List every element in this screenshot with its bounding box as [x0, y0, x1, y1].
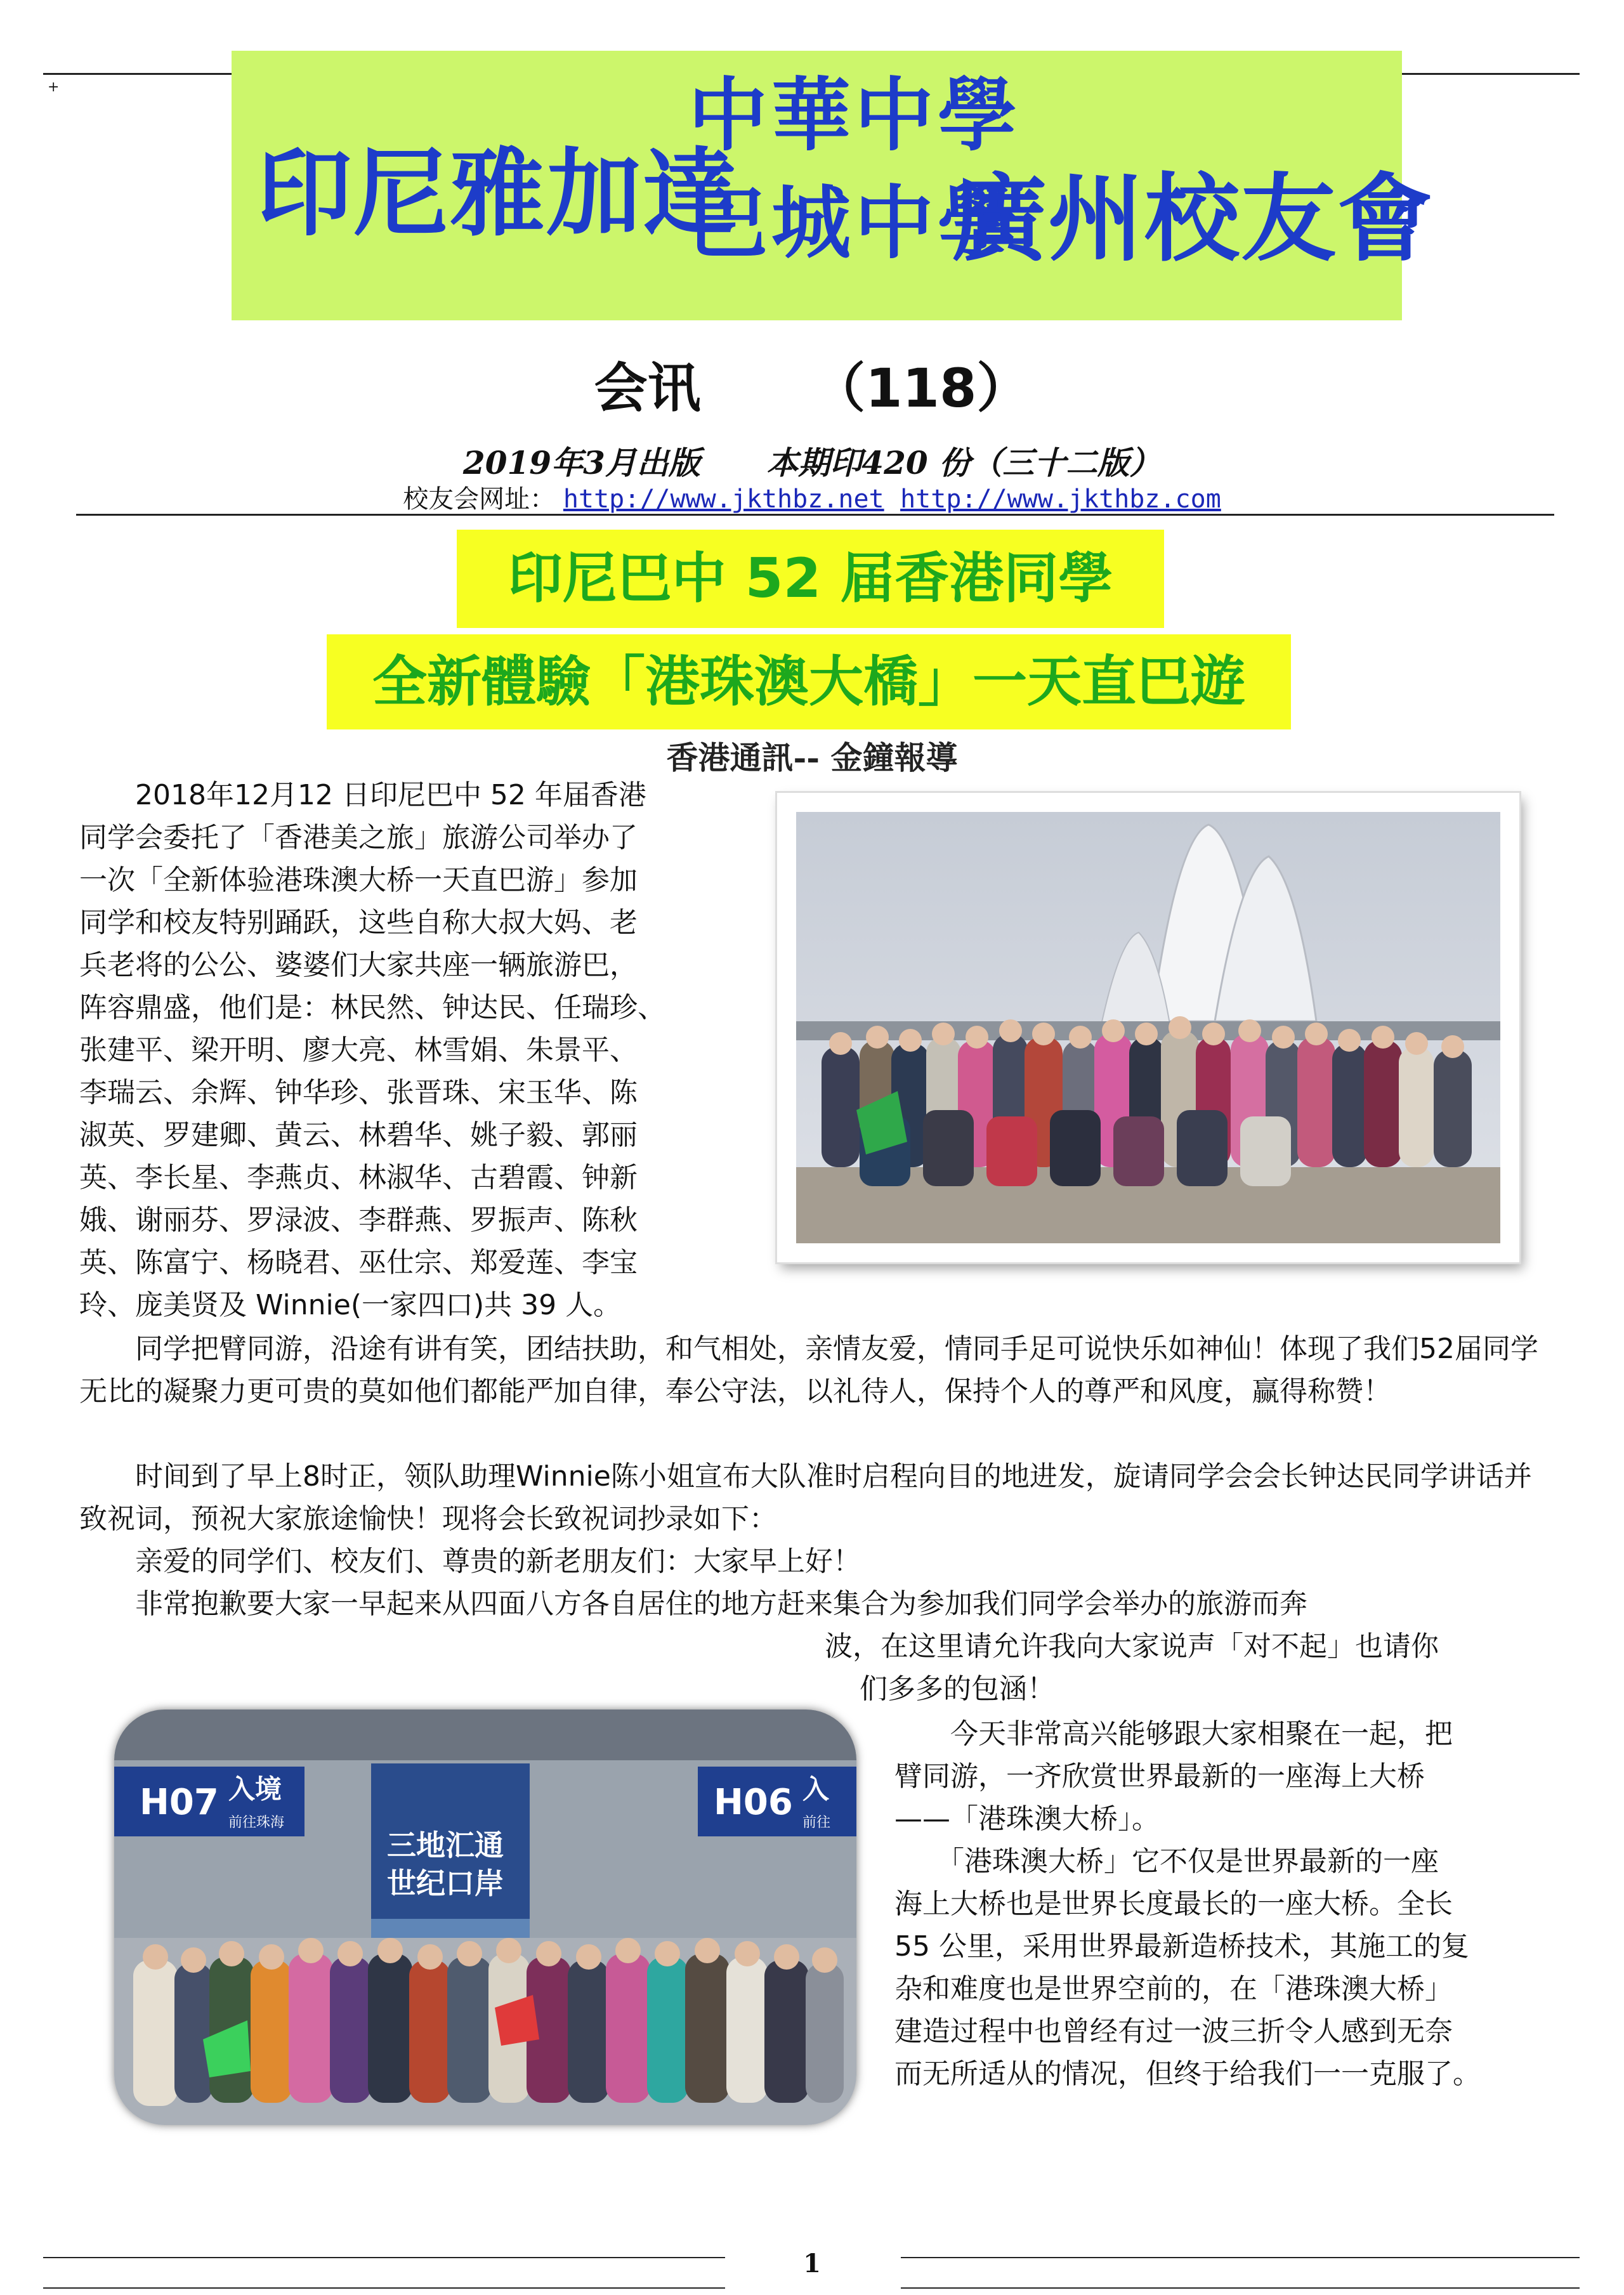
sign-right-sub: 前往: [802, 1815, 831, 1831]
group-photo-bridge-image: [796, 812, 1500, 1243]
headline-line-2: 全新體驗「港珠澳大橋」一天直巴遊: [327, 634, 1291, 729]
sign-left-text: 入境: [228, 1774, 282, 1805]
intro-line: 阵容鼎盛，他们是：林民然、钟达民、任瑞珍、: [79, 991, 665, 1024]
paragraph-5-line-3: 们多多的包涵！: [860, 1673, 1055, 1705]
banner-line-2: 世纪口岸: [387, 1866, 504, 1900]
print-run: 本期印420 份（三十二版）: [766, 444, 1162, 481]
intro-line: 2018年12月12 日印尼巴中 52 年届香港: [79, 779, 646, 811]
header-divider: [76, 514, 1554, 516]
paragraph-5-line-1: 非常抱歉要大家一早起来从四面八方各自居住的地方赶来集合为参加我们同学会举办的旅游而奔: [79, 1588, 1307, 1620]
website-line: [0, 479, 1624, 515]
right-column-line: 55 公里，采用世界最新造桥技术，其施工的复: [894, 1930, 1469, 1963]
group-photo-checkpoint: [114, 1710, 856, 2125]
headline-line-1: 印尼巴中 52 届香港同學: [457, 530, 1164, 628]
right-column-line: 杂和难度也是世界空前的，在「港珠澳大桥」: [894, 1973, 1453, 2005]
right-column-line: 「港珠澳大桥」它不仅是世界最新的一座: [894, 1845, 1439, 1878]
paragraph-3: 时间到了早上8时正，领队助理Winnie陈小姐宣布大队准时启程向目的地进发，旋请同学会会长钟达民同学讲话并致祝词，预祝大家旅途愉快！现将会长致祝词抄录如下：: [79, 1460, 1532, 1535]
website-link-net[interactable]: http://www.jkthbz.net: [563, 485, 884, 514]
footer-rule-left-2: [43, 2287, 725, 2289]
intro-line: 一次「全新体验港珠澳大桥一天直巴游」参加: [79, 864, 638, 896]
right-column-line: 海上大桥也是世界长度最长的一座大桥。全长: [894, 1888, 1453, 1920]
masthead-school-1: 中華中學: [688, 69, 1021, 162]
sign-left-sub: 前往珠海: [228, 1815, 285, 1831]
issue-title: [0, 346, 1624, 422]
footer-rule-right-2: [901, 2287, 1580, 2289]
website-link-com[interactable]: http://www.jkthbz.com: [900, 485, 1221, 514]
intro-line: 英、李长星、李燕贞、林淑华、古碧霞、钟新: [79, 1161, 638, 1194]
intro-line: 同学会委托了「香港美之旅」旅游公司举办了: [79, 821, 638, 854]
group-photo-bridge: [777, 793, 1519, 1262]
intro-line: 娥、谢丽芬、罗渌波、李群燕、罗振声、陈秋: [79, 1204, 638, 1236]
intro-line: 兵老将的公公、婆婆们大家共座一辆旅游巴，: [79, 949, 638, 981]
corner-mark: +: [48, 79, 60, 95]
group-photo-checkpoint-image: [114, 1710, 856, 2125]
sign-right-text: 入: [802, 1774, 830, 1805]
publication-line: [0, 438, 1624, 483]
paragraph-2: 同学把臂同游，沿途有讲有笑，团结扶助，和气相处，亲情友爱，情同手足可说快乐如神仙！体现了我们52届同学无比的凝聚力更可贵的莫如他们都能严加自律，奉公守法，以礼待人，保持个人的尊严和风度，赢得称赞！: [79, 1333, 1538, 1408]
intro-paragraph: [79, 774, 720, 1326]
intro-line: 淑英、罗建卿、黄云、林碧华、姚子毅、郭丽: [79, 1119, 638, 1151]
byline: 香港通訊-- 金鐘報導: [666, 739, 958, 776]
paragraph-4: 亲爱的同学们、校友们、尊贵的新老朋友们：大家早上好！: [79, 1545, 861, 1578]
masthead-association: 廣州校友會: [952, 163, 1434, 275]
right-column-line: 今天非常高兴能够跟大家相聚在一起，把: [894, 1718, 1453, 1750]
masthead-school-2: 巴城中學: [688, 177, 1021, 270]
masthead-banner: [232, 51, 1434, 320]
right-column-text: [894, 1713, 1573, 2095]
paragraph-5-line-2: 波，在这里请允许我向大家说声「对不起」也请你: [825, 1630, 1439, 1663]
right-column-line: 建造过程中也曾经有过一波三折令人感到无奈: [894, 2015, 1453, 2048]
top-rule-left: [43, 73, 232, 75]
page-number: 1: [803, 2249, 821, 2279]
masthead-left-text: 印尼雅加達: [257, 138, 740, 249]
banner-line-1: 三地汇通: [387, 1828, 504, 1862]
right-column-line: 而无所适从的情况，但终于给我们一一克服了。: [894, 2058, 1481, 2090]
top-rule-right: [1402, 73, 1580, 75]
sign-left-code: H07: [140, 1782, 219, 1823]
sign-right-code: H06: [714, 1782, 793, 1823]
intro-line: 英、陈富宁、杨晓君、巫仕宗、郑爱莲、李宝: [79, 1246, 638, 1279]
right-column-line: 臂同游，一齐欣赏世界最新的一座海上大桥: [894, 1760, 1425, 1793]
issue-number: （118）: [812, 357, 1030, 419]
intro-line: 同学和校友特别踊跃，这些自称大叔大妈、老: [79, 906, 638, 939]
newsletter-name: 会讯: [594, 357, 701, 419]
intro-line: 玲、庞美贤及 Winnie(一家四口)共 39 人。: [79, 1289, 622, 1321]
website-label: 校友会网址：: [403, 485, 556, 514]
intro-line: 李瑞云、余辉、钟华珍、张晋珠、宋玉华、陈: [79, 1076, 638, 1109]
right-column-line: ——「港珠澳大桥」。: [894, 1803, 1160, 1835]
pub-date: 2019年3月出版: [462, 444, 700, 481]
intro-line: 张建平、梁开明、廖大亮、林雪娟、朱景平、: [79, 1034, 638, 1066]
